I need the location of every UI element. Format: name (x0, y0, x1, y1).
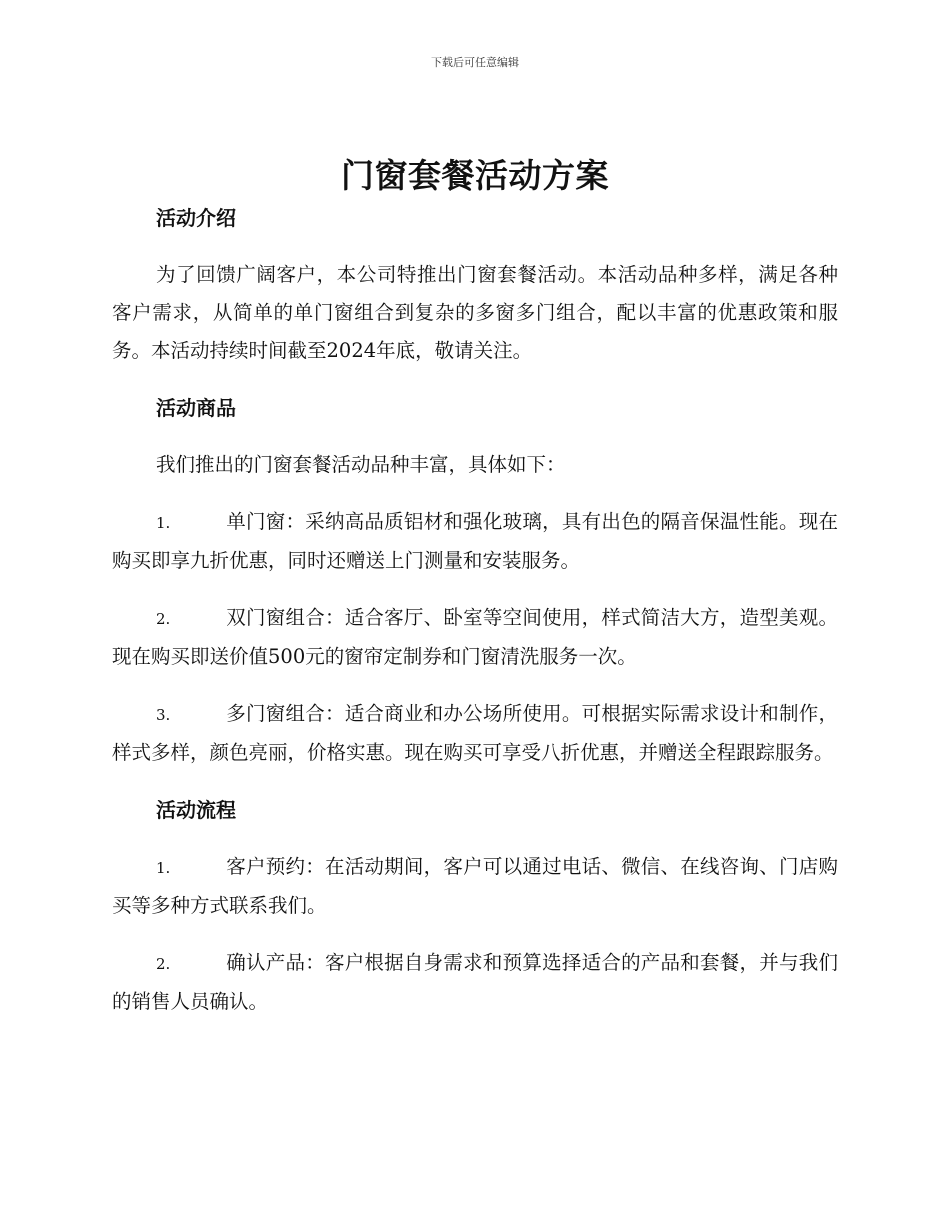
paragraph-intro: 为了回馈广阔客户，本公司特推出门窗套餐活动。本活动品种多样，满足各种客户需求，从简单的单门窗组合到复杂的多窗多门组合，配以丰富的优惠政策和服务。本活动持续时间截至2024年底，敬请关注。 (112, 263, 838, 362)
document-body (112, 199, 838, 1021)
list-item-text: 单门窗：采纳高品质铝材和强化玻璃，具有出色的隔音保温性能。现在购买即享九折优惠，同时还赠送上门测量和安装服务。 (112, 510, 838, 572)
list-number: 2. (156, 955, 171, 973)
list-item-product-2 (112, 599, 838, 676)
section-heading-process: 活动流程 (156, 798, 236, 822)
list-number: 3. (156, 706, 171, 724)
header-note: 下载后可任意编辑 (431, 56, 519, 69)
document-title: 门窗套餐活动方案 (341, 156, 609, 195)
list-item-product-3 (112, 695, 838, 772)
list-item-process-1 (112, 848, 838, 925)
section-heading-products: 活动商品 (156, 396, 236, 420)
list-number: 1. (156, 859, 171, 877)
list-item-text: 客户预约：在活动期间，客户可以通过电话、微信、在线咨询、门店购买等多种方式联系我们。 (112, 855, 838, 917)
list-item-text: 多门窗组合：适合商业和办公场所使用。可根据实际需求设计和制作，样式多样，颜色亮丽，价格实惠。现在购买可享受八折优惠，并赠送全程跟踪服务。 (112, 702, 838, 764)
list-number: 2. (156, 610, 171, 628)
paragraph-products: 我们推出的门窗套餐活动品种丰富，具体如下： (156, 453, 566, 476)
list-item-text: 双门窗组合：适合客厅、卧室等空间使用，样式简洁大方，造型美观。现在购买即送价值500元的窗帘定制券和门窗清洗服务一次。 (112, 606, 838, 668)
section-heading-intro: 活动介绍 (156, 206, 236, 230)
list-item-product-1 (112, 503, 838, 580)
list-number: 1. (156, 514, 171, 532)
list-item-text: 确认产品：客户根据自身需求和预算选择适合的产品和套餐，并与我们的销售人员确认。 (112, 951, 838, 1013)
list-item-process-2 (112, 944, 838, 1021)
